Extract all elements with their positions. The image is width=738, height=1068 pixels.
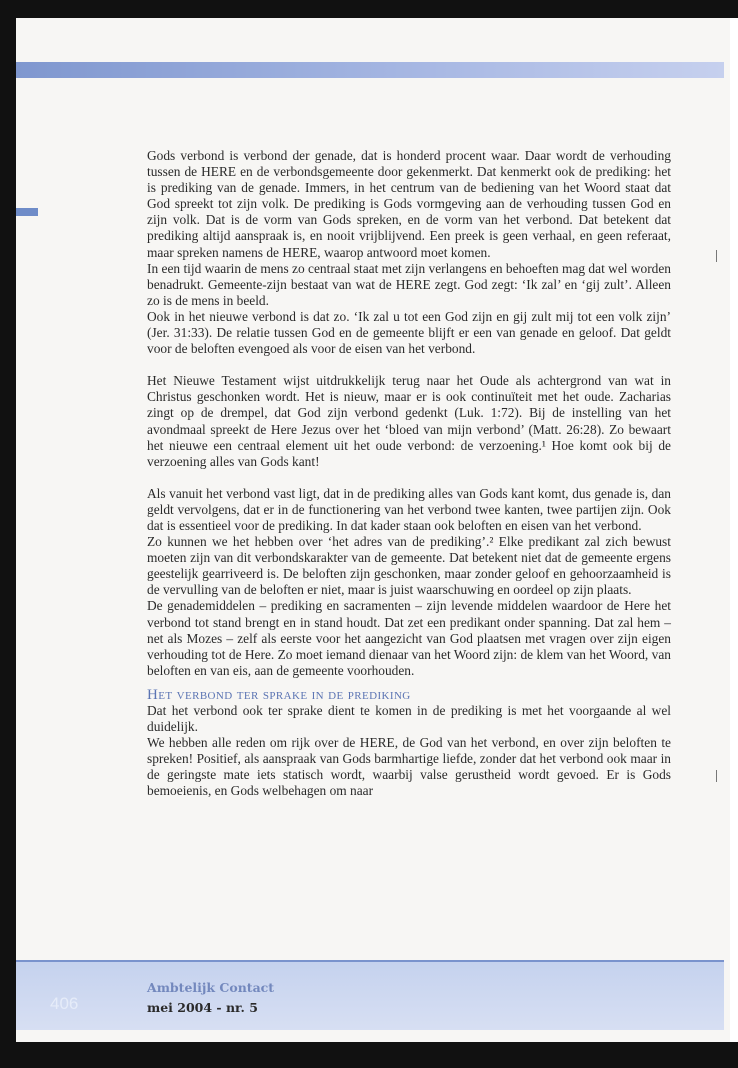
margin-tick xyxy=(716,250,717,262)
section-heading: Het verbond ter sprake in de prediking xyxy=(147,686,411,703)
paragraph: Zo kunnen we het hebben over ‘het adres van de prediking’.² Elke predikant zal zich bewust moeten zijn van dit verbondskarakter van de gemeente. Dat betekent niet dat de gemeente ergens geestelijk gearriveerd is. De beloften zijn geschonken, maar zonder geloof en gehoorzaamheid is de vervulling van de beloften er niet, maar is juist waarschuwing en oordeel op zijn plaats. xyxy=(147,534,671,598)
paragraph: Als vanuit het verbond vast ligt, dat in de prediking alles van Gods kant komt, dus genade is, dan geldt vervolgens, dat er in de functionering van het verbond twee kanten, twee partijen zijn. Ook dat is essentieel voor de prediking. In dat kader staan ook beloften en eisen van het verbond. xyxy=(147,485,671,533)
scan-edge-left xyxy=(0,0,16,1068)
scan-edge-top xyxy=(0,0,738,18)
issue-label: mei 2004 - nr. 5 xyxy=(147,1000,258,1015)
paragraph-spacer xyxy=(147,470,671,486)
paragraph: In een tijd waarin de mens zo centraal staat met zijn verlangens en behoeften mag dat wel worden benadrukt. Gemeente-zijn bestaat van wat de HERE zegt. God zegt: ‘Ik zal’ en ‘gij zult’. Alleen zo is de mens in beeld. xyxy=(147,260,671,308)
journal-name: Ambtelijk Contact xyxy=(147,980,275,995)
paragraph: Ook in het nieuwe verbond is dat zo. ‘Ik zal u tot een God zijn en gij zult mij tot een volk zijn’ (Jer. 31:33). De relatie tussen God en de gemeente blijft er een van genade en geloof. Dat geldt voor de beloften evengoed als voor de eisen van het verbond. xyxy=(147,308,671,357)
paragraph: Het Nieuwe Testament wijst uitdrukkelijk terug naar het Oude als achtergrond van wat in Christus geschonken wordt. Het is nieuw, maar er is ook continuïteit met het oude. Zacharias zingt op de drempel, dat God zijn verbond gedenkt (Luk. 1:72). Bij de instelling van het avondmaal spreekt de Here Jezus over het ‘bloed van mijn verbond’ (Matt. 26:28). Zo bewaart het nieuwe een centraal element uit het oude verbond: de verzoening.¹ Hoe komt ook bij de verzoening alles van Gods kant! xyxy=(147,373,671,469)
header-color-band xyxy=(16,62,724,78)
paragraph: Gods verbond is verbond der genade, dat is honderd procent waar. Daar wordt de verhouding tussen de HERE en de verbondsgemeente door gekenmerkt. Dat kenmerkt ook de prediking: het is prediking van de genade. Immers, in het centrum van de bediening van het Woord staat dat God spreekt tot zijn volk. De prediking is Gods vormgeving aan de verhouding tussen God en zijn volk. Dat is de vorm van Gods spreken, en de vorm van het verbond. Dat betekent dat prediking altijd aanspraak is, en nooit vrijblijvend. Een preek is geen verhaal, en geen referaat, maar spreken namens de HERE, waarop antwoord moet komen. xyxy=(147,148,671,260)
page-number: 406 xyxy=(50,994,79,1013)
article-body xyxy=(147,148,671,800)
margin-tick xyxy=(716,770,717,782)
paragraph-spacer xyxy=(147,357,671,373)
paragraph: De genademiddelen – prediking en sacramenten – zijn levende middelen waardoor de Here het verbond tot stand brengt en in stand houdt. Dat zet een predikant onder spanning. Dat zal hem – net als Mozes – zelf als eerste voor het aangezicht van God plaatsen met vragen over zijn eigen verhouding tot de Here. Zo moet iemand dienaar van het Woord zijn: de klem van het Woord, van beloften en van eis, aan de gemeente voorhouden. xyxy=(147,598,671,678)
margin-marker xyxy=(16,208,38,216)
paragraph: Dat het verbond ook ter sprake dient te komen in de prediking is met het voorgaande al wel duidelijk. xyxy=(147,703,671,735)
footer-band xyxy=(16,962,724,1030)
scan-edge-bottom xyxy=(0,1042,738,1068)
paragraph: We hebben alle reden om rijk over de HERE, de God van het verbond, en over zijn beloften te spreken! Positief, als aanspraak van Gods barmhartige liefde, zonder dat het verbond ook maar in de geringste mate iets statisch wordt, waarbij valse gerustheid wordt gevoed. Er is Gods bemoeienis, en Gods welbehagen om naar xyxy=(147,735,671,799)
